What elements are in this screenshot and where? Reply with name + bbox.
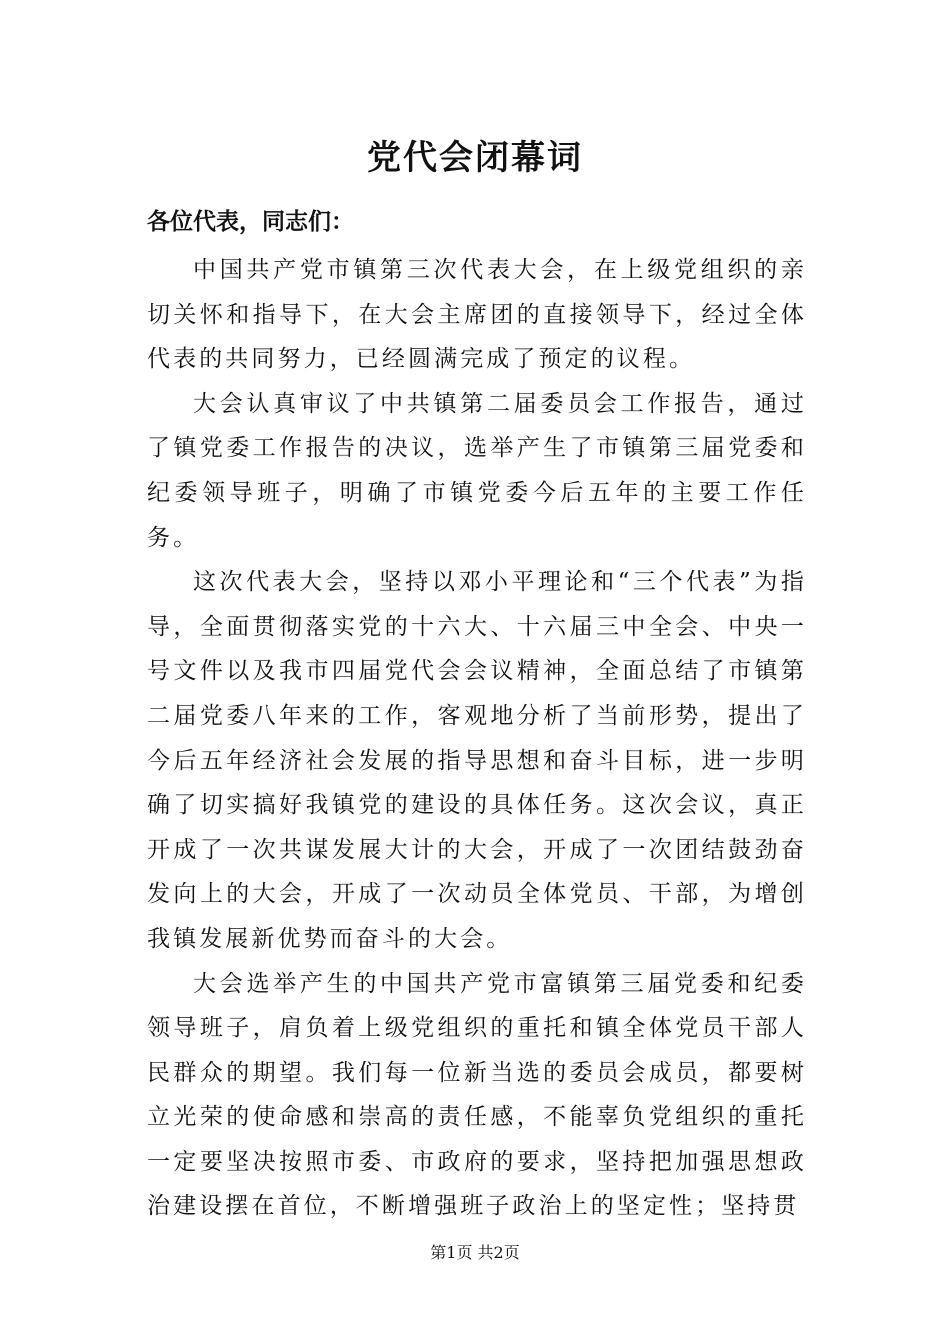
- paragraph-1: 中国共产党市镇第三次代表大会，在上级党组织的亲切关怀和指导下，在大会主席团的直接领导下，经过全体代表的共同努力，已经圆满完成了预定的议程。: [147, 257, 807, 373]
- document-body: [147, 248, 807, 1229]
- salutation: 各位代表，同志们：: [147, 208, 354, 235]
- paragraph-4: 大会选举产生的中国共产党市富镇第三届党委和纪委领导班子，肩负着上级党组织的重托和镇全体党员干部人民群众的期望。我们每一位新当选的委员会成员，都要树立光荣的使命感和崇高的责任感，不能辜负党组织的重托一定要坚决按照市委、市政府的要求，坚持把加强思想政治建设摆在首位，不断增强班子政治上的坚定性；坚持贯: [147, 970, 807, 1220]
- document-title: 党代会闭幕词: [367, 138, 583, 178]
- paragraph-2: 大会认真审议了中共镇第二届委员会工作报告，通过了镇党委工作报告的决议，选举产生了市镇第三届党委和纪委领导班子，明确了市镇党委今后五年的主要工作任务。: [147, 390, 807, 551]
- paragraph-3: 这次代表大会，坚持以邓小平理论和“三个代表”为指导，全面贯彻落实党的十六大、十六届三中全会、中央一号文件以及我市四届党代会会议精神，全面总结了市镇第二届党委八年来的工作，客观地分析了当前形势，提出了今后五年经济社会发展的指导思想和奋斗目标，进一步明确了切实搞好我镇党的建设的具体任务。这次会议，真正开成了一次共谋发展大计的大会，开成了一次团结鼓劲奋发向上的大会，开成了一次动员全体党员、干部，为增创我镇发展新优势而奋斗的大会。: [147, 569, 807, 952]
- page-number-footer: 第1页 共2页: [430, 1243, 520, 1262]
